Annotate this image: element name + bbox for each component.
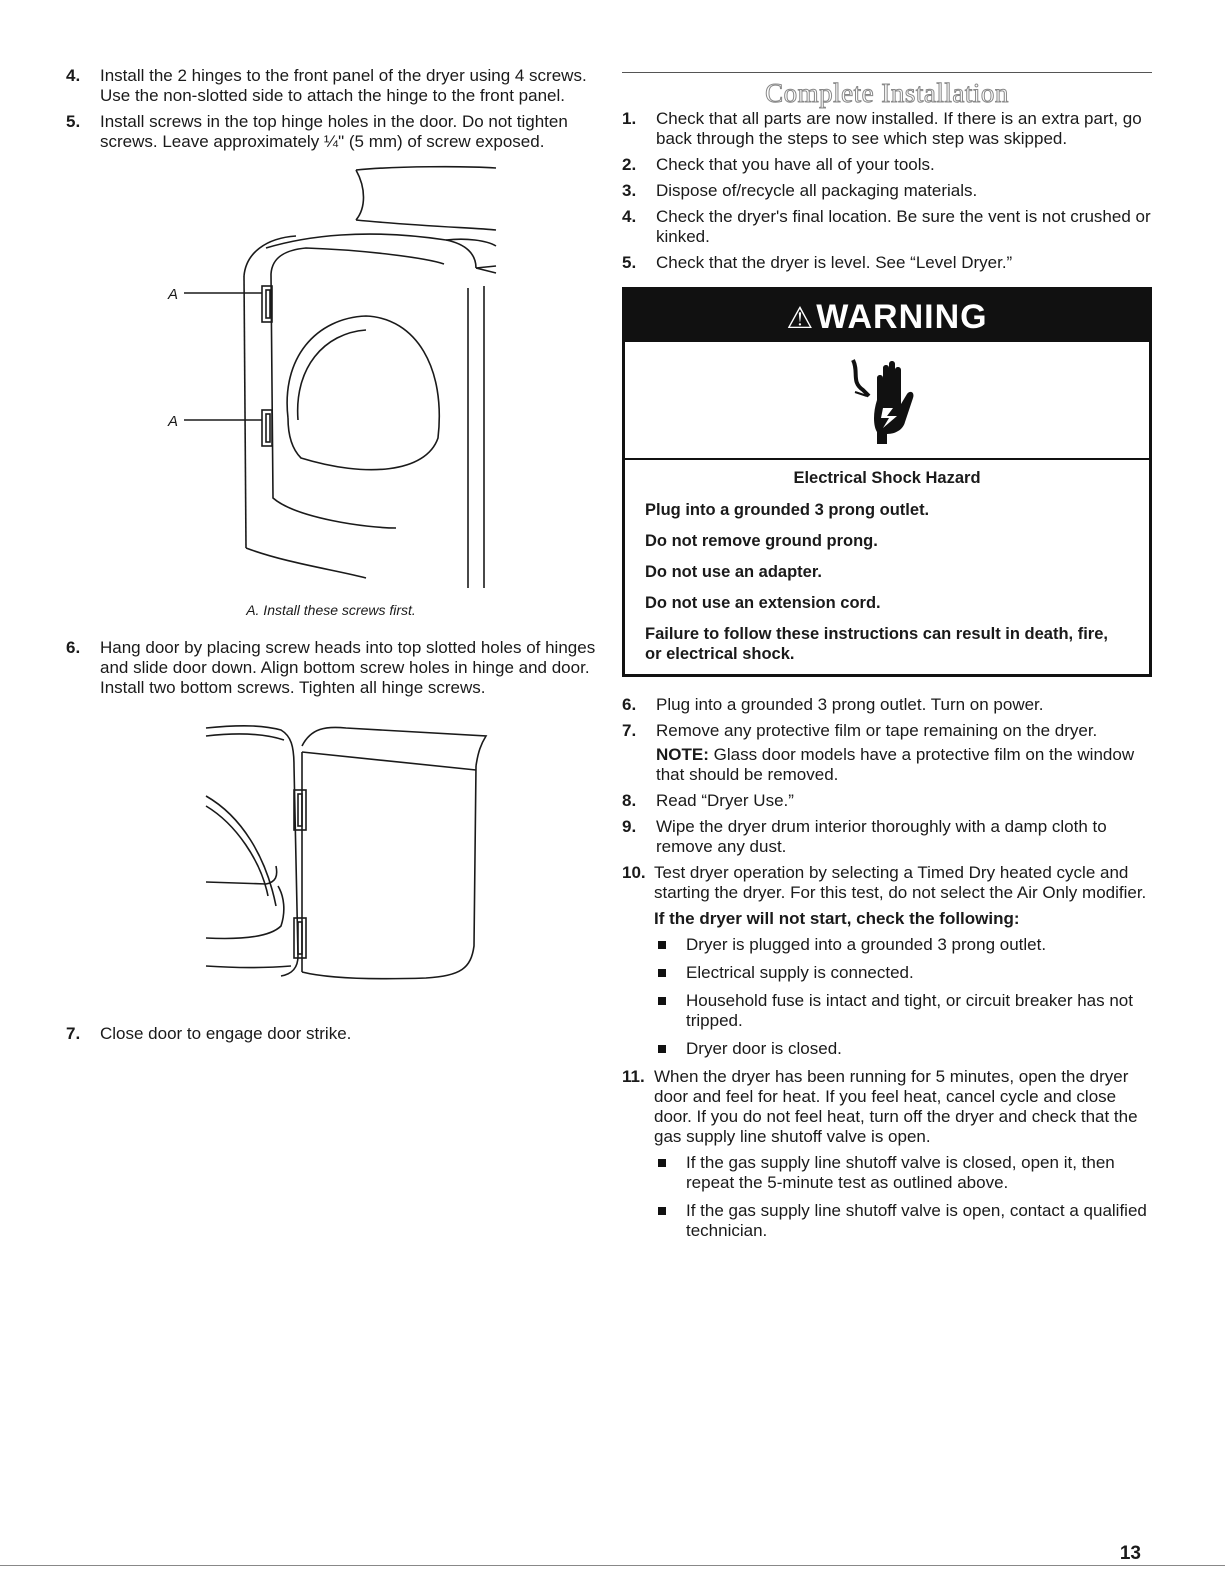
gas-check-item (654, 1201, 1152, 1241)
check-text: Electrical supply is connected. (686, 963, 914, 982)
bullet-square-icon (658, 1045, 666, 1053)
dryer-front-hinge-illustration (66, 158, 596, 598)
bullet-square-icon (658, 941, 666, 949)
bullet-square-icon (658, 1159, 666, 1167)
step-4-hinges (66, 66, 596, 106)
step-number: 7. (622, 721, 637, 740)
step-5-screws (66, 112, 596, 152)
page-bottom-rule (0, 1565, 1225, 1566)
step-text: Check the dryer's final location. Be sure the vent is not crushed or kinked. (656, 207, 1151, 246)
warning-line: Do not use an extension cord. (645, 594, 881, 612)
warning-box (622, 287, 1152, 677)
step-7-remove-film (622, 721, 1152, 741)
step-7-close-door (66, 1024, 596, 1044)
section-title: Complete Installation (765, 78, 1009, 108)
troubleshoot-heading: If the dryer will not start, check the following: (654, 909, 1020, 928)
check-text: Dryer is plugged into a grounded 3 prong outlet. (686, 935, 1047, 954)
warning-body (625, 460, 1149, 674)
page-number: 13 (1119, 1543, 1141, 1564)
note-text: Glass door models have a protective film on the window that should be removed. (656, 745, 1135, 784)
step-number: 5. (622, 253, 637, 272)
step-text: Test dryer operation by selecting a Timed Dry heated cycle and starting the dryer. For this test, do not select the Air Only modifier. (654, 863, 1147, 902)
step-3-packaging (622, 181, 1152, 201)
callout-label-a-bottom: A (168, 413, 179, 430)
left-column (66, 66, 596, 1050)
door-hung-figure (66, 706, 596, 1024)
step-text: Plug into a grounded 3 prong outlet. Turn on power. (656, 695, 1044, 714)
step-text: Install the 2 hinges to the front panel of the dryer using 4 screws. Use the non-slotted side to attach the hinge to the front panel. (100, 66, 587, 105)
check-text: If the gas supply line shutoff valve is open, contact a qualified technician. (686, 1201, 1147, 1240)
step-text: Wipe the dryer drum interior thoroughly with a damp cloth to remove any dust. (656, 817, 1107, 856)
step-number: 1. (622, 109, 637, 128)
gas-check-item (654, 1153, 1152, 1193)
step-number: 4. (622, 207, 637, 226)
check-item (654, 991, 1152, 1031)
step-5-level (622, 253, 1152, 273)
step-number: 9. (622, 817, 637, 836)
section-divider (622, 72, 1152, 73)
step-text: Install screws in the top hinge holes in the door. Do not tighten screws. Leave approximately ¼" (5 mm) of screw exposed. (100, 112, 568, 151)
step-number: 11. (622, 1067, 645, 1086)
step-6-hang-door (66, 638, 596, 698)
check-item (654, 1039, 1152, 1059)
glass-door-note (656, 745, 1152, 785)
step-number: 10. (622, 863, 646, 882)
step-4-location (622, 207, 1152, 247)
check-item (654, 963, 1152, 983)
warning-icon-area (625, 342, 1149, 460)
step-number: 6. (622, 695, 637, 714)
warning-line: Failure to follow these instructions can result in death, fire, or electrical shock. (645, 625, 1108, 663)
step-number: 6. (66, 638, 81, 657)
step-text: Close door to engage door strike. (100, 1024, 352, 1043)
bullet-square-icon (658, 969, 666, 977)
step-number: 3. (622, 181, 637, 200)
check-text: Household fuse is intact and tight, or circuit breaker has not tripped. (686, 991, 1133, 1030)
step-8-read (622, 791, 1152, 811)
warning-line: Do not use an adapter. (645, 563, 822, 581)
step-text: Read “Dryer Use.” (656, 791, 794, 810)
step-11-heat-check (622, 1067, 1152, 1147)
step-number: 8. (622, 791, 637, 810)
dryer-door-open-illustration (66, 706, 596, 1024)
step-number: 5. (66, 112, 81, 131)
step-text: Check that you have all of your tools. (656, 155, 935, 174)
warning-line: Do not remove ground prong. (645, 532, 878, 550)
electrical-shock-hand-icon (847, 352, 927, 448)
step-text: Check that the dryer is level. See “Level Dryer.” (656, 253, 1013, 272)
step-number: 4. (66, 66, 81, 85)
step-2-tools (622, 155, 1152, 175)
step-1-parts (622, 109, 1152, 149)
step-text: Dispose of/recycle all packaging materials. (656, 181, 978, 200)
hinge-install-figure (66, 158, 596, 598)
hazard-title: Electrical Shock Hazard (793, 469, 981, 487)
warning-header (625, 290, 1149, 342)
check-text: Dryer door is closed. (686, 1039, 842, 1058)
step-10-test (622, 863, 1152, 903)
warning-triangle-icon: ⚠ (786, 302, 815, 335)
bullet-square-icon (658, 997, 666, 1005)
warning-title: WARNING (816, 298, 988, 336)
figure-caption: A. Install these screws first. (246, 602, 416, 618)
step-6-power (622, 695, 1152, 715)
note-label: NOTE: (656, 745, 709, 764)
step-text: Remove any protective film or tape remaining on the dryer. (656, 721, 1098, 740)
step-text: When the dryer has been running for 5 minutes, open the dryer door and feel for heat. If you feel heat, cancel cycle and close door. If you do not feel heat, turn off the dryer and check that the gas supply line shutoff valve is open. (654, 1067, 1138, 1146)
check-item (654, 935, 1152, 955)
step-text: Hang door by placing screw heads into top slotted holes of hinges and slide door down. Align bottom screw holes in hinge and door. Install two bottom screws. Tighten all hinge screws. (100, 638, 596, 697)
step-9-wipe (622, 817, 1152, 857)
warning-line: Plug into a grounded 3 prong outlet. (645, 501, 930, 519)
right-column (622, 66, 1152, 1249)
step-text: Check that all parts are now installed. If there is an extra part, go back through the steps to see which step was skipped. (656, 109, 1142, 148)
step-number: 2. (622, 155, 637, 174)
step-number: 7. (66, 1024, 81, 1043)
callout-label-a-top: A (168, 286, 179, 303)
check-text: If the gas supply line shutoff valve is closed, open it, then repeat the 5-minute test as outlined above. (686, 1153, 1115, 1192)
bullet-square-icon (658, 1207, 666, 1215)
